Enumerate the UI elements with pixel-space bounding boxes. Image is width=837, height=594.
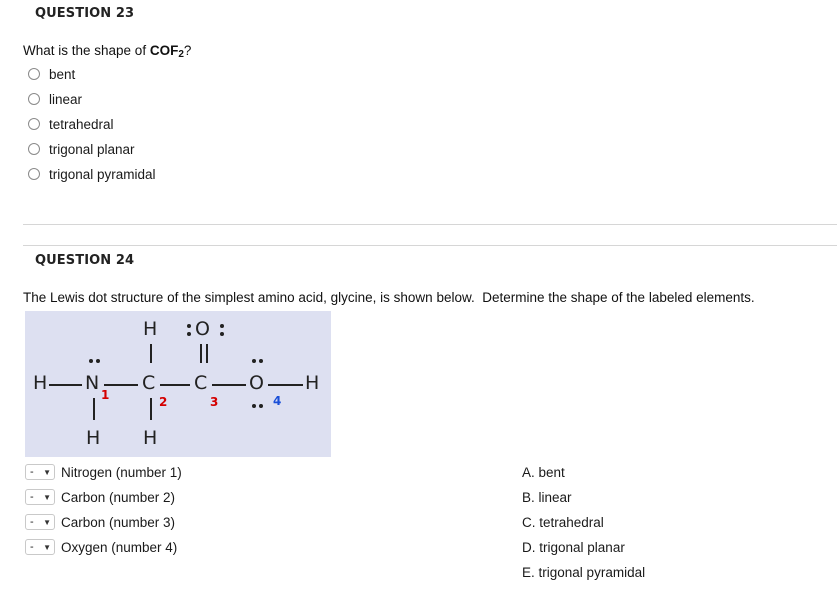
match-label: Nitrogen (number 1) xyxy=(61,464,182,480)
lone-pair-dot xyxy=(259,359,263,363)
atom-c3: C xyxy=(194,372,208,394)
option-label: trigonal pyramidal xyxy=(49,166,156,182)
radio-button[interactable] xyxy=(28,168,40,180)
question-23-prompt xyxy=(23,43,191,60)
bond xyxy=(150,344,152,363)
atom-c2: C xyxy=(142,372,156,394)
option-bent[interactable] xyxy=(28,64,75,84)
answer-b: B. linear xyxy=(522,490,572,505)
answer-e: E. trigonal pyramidal xyxy=(522,565,646,580)
option-label: tetrahedral xyxy=(49,116,114,132)
lone-pair-dot xyxy=(187,324,191,328)
label-4: 4 xyxy=(273,394,282,408)
bond xyxy=(49,384,82,386)
bond xyxy=(268,384,303,386)
answer-select[interactable]: - ▼ xyxy=(25,539,55,555)
lone-pair-dot xyxy=(187,332,191,336)
answer-select[interactable]: - ▼ xyxy=(25,489,55,505)
prompt-suffix: ? xyxy=(183,43,192,58)
chevron-down-icon: ▼ xyxy=(43,492,51,502)
match-carbon-3 xyxy=(25,512,175,532)
chevron-down-icon: ▼ xyxy=(43,467,51,477)
lone-pair-dot xyxy=(220,332,224,336)
label-1: 1 xyxy=(101,388,110,402)
answer-a: A. bent xyxy=(522,465,565,480)
label-2: 2 xyxy=(159,395,168,409)
answer-d: D. trigonal planar xyxy=(522,540,625,555)
bond xyxy=(104,384,138,386)
match-oxygen-4 xyxy=(25,537,177,557)
prompt-text: What is the shape of xyxy=(23,43,150,58)
lewis-structure xyxy=(25,311,331,457)
bond xyxy=(212,384,246,386)
answer-c: C. tetrahedral xyxy=(522,515,604,530)
answer-select[interactable]: - ▼ xyxy=(25,514,55,530)
match-nitrogen xyxy=(25,462,182,482)
option-linear[interactable] xyxy=(28,89,82,109)
option-trigonal-planar[interactable] xyxy=(28,139,135,159)
divider xyxy=(23,245,837,246)
double-bond xyxy=(200,344,202,363)
answer-select[interactable]: - ▼ xyxy=(25,464,55,480)
atom-h-right: H xyxy=(305,372,320,394)
atom-h-left: H xyxy=(33,372,48,394)
atom-o4: O xyxy=(249,372,264,394)
option-trigonal-pyramidal[interactable] xyxy=(28,164,156,184)
lone-pair-dot xyxy=(220,324,224,328)
atom-h-top: H xyxy=(143,318,158,340)
question-23-header: QUESTION 23 xyxy=(35,6,135,21)
label-3: 3 xyxy=(210,395,219,409)
atom-h-n-bottom: H xyxy=(86,427,101,449)
bond xyxy=(150,398,152,420)
lone-pair-dot xyxy=(96,359,100,363)
lone-pair-dot xyxy=(252,359,256,363)
chevron-down-icon: ▼ xyxy=(43,542,51,552)
option-label: bent xyxy=(49,66,76,82)
atom-h-c2-bottom: H xyxy=(143,427,158,449)
match-label: Carbon (number 2) xyxy=(61,489,176,505)
match-label: Carbon (number 3) xyxy=(61,514,176,530)
radio-button[interactable] xyxy=(28,93,40,105)
question-24-header: QUESTION 24 xyxy=(35,253,135,268)
match-carbon-2 xyxy=(25,487,175,507)
atom-n: N xyxy=(85,372,100,394)
bond xyxy=(93,398,95,420)
radio-button[interactable] xyxy=(28,143,40,155)
atom-o-top: O xyxy=(195,318,210,340)
radio-button[interactable] xyxy=(28,118,40,130)
double-bond xyxy=(206,344,208,363)
bond xyxy=(160,384,190,386)
lone-pair-dot xyxy=(89,359,93,363)
divider xyxy=(23,224,837,225)
option-tetrahedral[interactable] xyxy=(28,114,114,134)
match-label: Oxygen (number 4) xyxy=(61,539,178,555)
option-label: linear xyxy=(49,91,83,107)
lone-pair-dot xyxy=(252,404,256,408)
chevron-down-icon: ▼ xyxy=(43,517,51,527)
lone-pair-dot xyxy=(259,404,263,408)
formula: $COF_2$ xyxy=(149,43,184,60)
question-24-prompt: The Lewis dot structure of the simplest amino acid, glycine, is shown below. Determine the shape of the labeled elements. xyxy=(23,290,755,305)
option-label: trigonal planar xyxy=(49,141,135,157)
radio-button[interactable] xyxy=(28,68,40,80)
